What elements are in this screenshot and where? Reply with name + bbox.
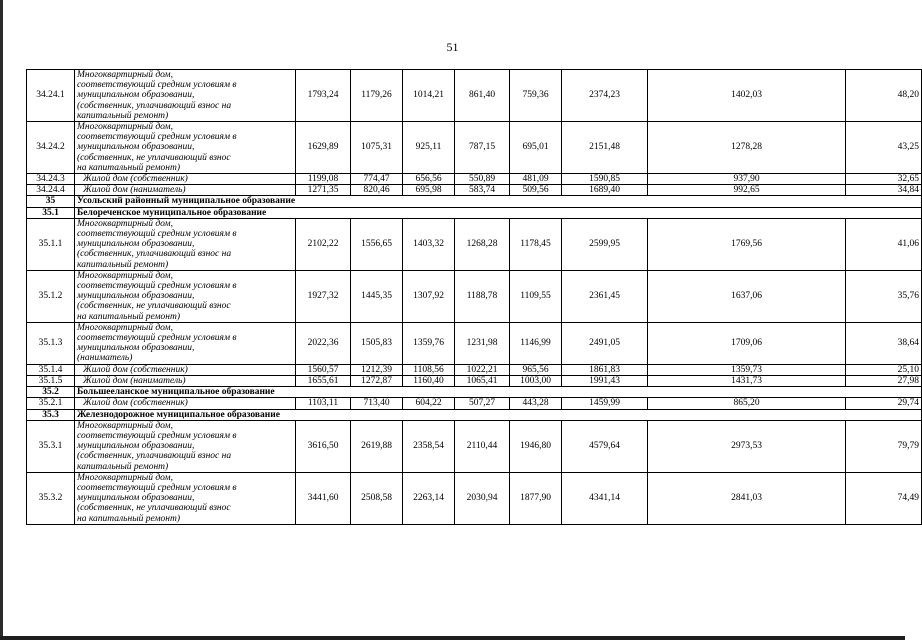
description-line: (собственник, не уплачивающий взнос [77, 152, 231, 163]
section-row [27, 387, 922, 398]
value-cell: 1268,28 [455, 218, 510, 270]
row-code: 34.24.2 [27, 122, 75, 174]
value-cell: 2022,36 [296, 322, 351, 364]
value-cell: 695,01 [510, 122, 562, 174]
description-line: Многоквартирный дом, [77, 420, 173, 431]
value-cell: 992,65 [648, 185, 846, 196]
scan-edge-left [0, 0, 3, 640]
scan-edge-bottom [0, 636, 905, 640]
value-cell: 43,25 [846, 122, 922, 174]
description-line: соответствующий средним условиям в [77, 281, 237, 292]
value-cell: 2030,94 [455, 472, 510, 524]
value-cell: 2374,23 [562, 70, 648, 122]
description-line: муниципальном образовании, [77, 239, 195, 250]
value-cell: 2361,45 [562, 270, 648, 322]
value-cell: 1556,65 [351, 218, 403, 270]
description-line: муниципальном образовании, [77, 142, 195, 153]
section-title: Железнодорожное муниципальное образование [75, 409, 922, 420]
value-cell: 2263,14 [403, 472, 455, 524]
description-line: соответствующий средним условиям в [77, 229, 237, 240]
value-cell: 1359,73 [648, 364, 846, 375]
value-cell: 1108,56 [403, 364, 455, 375]
value-cell: 2491,05 [562, 322, 648, 364]
table-row [27, 270, 922, 322]
value-cell: 1103,11 [296, 398, 351, 409]
description-line: муниципальном образовании, [77, 90, 195, 101]
description-line: муниципальном образовании, [77, 291, 195, 302]
section-title: Усольский районный муниципальное образование [75, 196, 922, 207]
value-cell: 1403,32 [403, 218, 455, 270]
value-cell: 2102,22 [296, 218, 351, 270]
description-line: Многоквартирный дом, [77, 70, 173, 80]
value-cell: 1307,92 [403, 270, 455, 322]
description-line: капитальный ремонт) [77, 110, 169, 121]
row-description: Жилой дом (собственник) [75, 398, 296, 409]
row-description: Жилой дом (наниматель) [75, 185, 296, 196]
value-cell: 3441,60 [296, 472, 351, 524]
row-description [75, 322, 296, 364]
value-cell: 1946,80 [510, 420, 562, 472]
page-number: 51 [446, 40, 459, 54]
value-cell: 2841,03 [648, 472, 846, 524]
value-cell: 1212,39 [351, 364, 403, 375]
value-cell: 1793,24 [296, 70, 351, 122]
description-line: муниципальном образовании, [77, 343, 195, 354]
description-line: (наниматель) [77, 353, 133, 364]
value-cell: 820,46 [351, 185, 403, 196]
description-line: Многоквартирный дом, [77, 122, 173, 133]
row-code: 35.1.5 [27, 375, 75, 386]
row-description [75, 270, 296, 322]
table-row [27, 122, 922, 174]
row-code: 35.1.2 [27, 270, 75, 322]
row-code: 35 [27, 196, 75, 207]
table-row [27, 420, 922, 472]
value-cell: 41,06 [846, 218, 922, 270]
value-cell: 1022,21 [455, 364, 510, 375]
row-description [75, 70, 296, 122]
description-line: муниципальном образовании, [77, 493, 195, 504]
value-cell: 35,76 [846, 270, 922, 322]
value-cell: 787,15 [455, 122, 510, 174]
value-cell: 759,36 [510, 70, 562, 122]
value-cell: 4341,14 [562, 472, 648, 524]
value-cell: 48,20 [846, 70, 922, 122]
row-code: 35.3.1 [27, 420, 75, 472]
value-cell: 1769,56 [648, 218, 846, 270]
description-line: Многоквартирный дом, [77, 218, 173, 229]
value-cell: 1629,89 [296, 122, 351, 174]
table-row [27, 472, 922, 524]
value-cell: 1075,31 [351, 122, 403, 174]
row-code: 34.24.1 [27, 70, 75, 122]
value-cell: 1655,61 [296, 375, 351, 386]
description-line: Многоквартирный дом, [77, 322, 173, 333]
row-code: 35.1.1 [27, 218, 75, 270]
value-cell: 1590,85 [562, 174, 648, 185]
row-code: 35.1 [27, 207, 75, 218]
value-cell: 2973,53 [648, 420, 846, 472]
value-cell: 965,56 [510, 364, 562, 375]
value-cell: 79,79 [846, 420, 922, 472]
value-cell: 1278,28 [648, 122, 846, 174]
value-cell: 2358,54 [403, 420, 455, 472]
section-row [27, 409, 922, 420]
value-cell: 507,27 [455, 398, 510, 409]
value-cell: 1505,83 [351, 322, 403, 364]
row-code: 35.2.1 [27, 398, 75, 409]
description-line: капитальный ремонт) [77, 259, 169, 270]
description-line: соответствующий средним условиям в [77, 333, 237, 344]
description-line: муниципальном образовании, [77, 441, 195, 452]
value-cell: 34,84 [846, 185, 922, 196]
value-cell: 4579,64 [562, 420, 648, 472]
row-code: 34.24.4 [27, 185, 75, 196]
value-cell: 1014,21 [403, 70, 455, 122]
row-description: Жилой дом (собственник) [75, 364, 296, 375]
value-cell: 604,22 [403, 398, 455, 409]
value-cell: 1709,06 [648, 322, 846, 364]
row-code: 35.1.4 [27, 364, 75, 375]
value-cell: 1160,40 [403, 375, 455, 386]
description-line: (собственник, уплачивающий взнос на [77, 249, 232, 260]
value-cell: 1637,06 [648, 270, 846, 322]
value-cell: 1199,08 [296, 174, 351, 185]
row-code: 35.3.2 [27, 472, 75, 524]
row-code: 35.3 [27, 409, 75, 420]
value-cell: 583,74 [455, 185, 510, 196]
value-cell: 1560,57 [296, 364, 351, 375]
description-line: Многоквартирный дом, [77, 472, 173, 483]
table-row [27, 322, 922, 364]
tariff-table [26, 69, 922, 525]
value-cell: 38,64 [846, 322, 922, 364]
description-line: на капитальный ремонт) [77, 513, 181, 524]
value-cell: 1003,00 [510, 375, 562, 386]
value-cell: 1179,26 [351, 70, 403, 122]
value-cell: 656,56 [403, 174, 455, 185]
table-body [27, 70, 922, 525]
value-cell: 937,90 [648, 174, 846, 185]
section-title: Белореченское муниципальное образование [75, 207, 922, 218]
description-line: капитальный ремонт) [77, 461, 169, 472]
value-cell: 74,49 [846, 472, 922, 524]
value-cell: 1689,40 [562, 185, 648, 196]
table-row [27, 375, 922, 386]
value-cell: 2508,58 [351, 472, 403, 524]
value-cell: 2619,88 [351, 420, 403, 472]
description-line: (собственник, не уплачивающий взнос [77, 503, 231, 514]
description-line: на капитальный ремонт) [77, 311, 181, 322]
value-cell: 865,20 [648, 398, 846, 409]
table-row [27, 185, 922, 196]
description-line: соответствующий средним условиям в [77, 132, 237, 143]
row-description [75, 420, 296, 472]
value-cell: 29,74 [846, 398, 922, 409]
value-cell: 2599,95 [562, 218, 648, 270]
value-cell: 1402,03 [648, 70, 846, 122]
value-cell: 27,98 [846, 375, 922, 386]
section-row [27, 196, 922, 207]
value-cell: 1178,45 [510, 218, 562, 270]
value-cell: 1927,32 [296, 270, 351, 322]
description-line: соответствующий средним условиям в [77, 430, 237, 441]
row-description [75, 218, 296, 270]
value-cell: 25,10 [846, 364, 922, 375]
value-cell: 1146,99 [510, 322, 562, 364]
description-line: соответствующий средним условиям в [77, 482, 237, 493]
value-cell: 1188,78 [455, 270, 510, 322]
row-description [75, 472, 296, 524]
table-row [27, 364, 922, 375]
row-description: Жилой дом (собственник) [75, 174, 296, 185]
row-description [75, 122, 296, 174]
value-cell: 1359,76 [403, 322, 455, 364]
description-line: (собственник, уплачивающий взнос на [77, 100, 232, 111]
value-cell: 3616,50 [296, 420, 351, 472]
value-cell: 925,11 [403, 122, 455, 174]
description-line: соответствующий средним условиям в [77, 80, 237, 91]
value-cell: 550,89 [455, 174, 510, 185]
table-row [27, 70, 922, 122]
value-cell: 443,28 [510, 398, 562, 409]
description-line: на капитальный ремонт) [77, 162, 181, 173]
table-row [27, 398, 922, 409]
value-cell: 481,09 [510, 174, 562, 185]
value-cell: 713,40 [351, 398, 403, 409]
table-row [27, 218, 922, 270]
table-row [27, 174, 922, 185]
value-cell: 1271,35 [296, 185, 351, 196]
row-code: 34.24.3 [27, 174, 75, 185]
value-cell: 1445,35 [351, 270, 403, 322]
description-line: Многоквартирный дом, [77, 270, 173, 281]
value-cell: 861,40 [455, 70, 510, 122]
value-cell: 1431,73 [648, 375, 846, 386]
row-code: 35.1.3 [27, 322, 75, 364]
value-cell: 509,56 [510, 185, 562, 196]
value-cell: 1272,87 [351, 375, 403, 386]
value-cell: 695,98 [403, 185, 455, 196]
value-cell: 2151,48 [562, 122, 648, 174]
section-title: Большееланское муниципальное образование [75, 387, 922, 398]
section-row [27, 207, 922, 218]
row-code: 35.2 [27, 387, 75, 398]
value-cell: 774,47 [351, 174, 403, 185]
value-cell: 1065,41 [455, 375, 510, 386]
value-cell: 1861,83 [562, 364, 648, 375]
description-line: (собственник, уплачивающий взнос на [77, 451, 232, 462]
description-line: (собственник, не уплачивающий взнос [77, 301, 231, 312]
value-cell: 32,65 [846, 174, 922, 185]
row-description: Жилой дом (наниматель) [75, 375, 296, 386]
value-cell: 1459,99 [562, 398, 648, 409]
value-cell: 1877,90 [510, 472, 562, 524]
value-cell: 1109,55 [510, 270, 562, 322]
value-cell: 1991,43 [562, 375, 648, 386]
value-cell: 2110,44 [455, 420, 510, 472]
value-cell: 1231,98 [455, 322, 510, 364]
